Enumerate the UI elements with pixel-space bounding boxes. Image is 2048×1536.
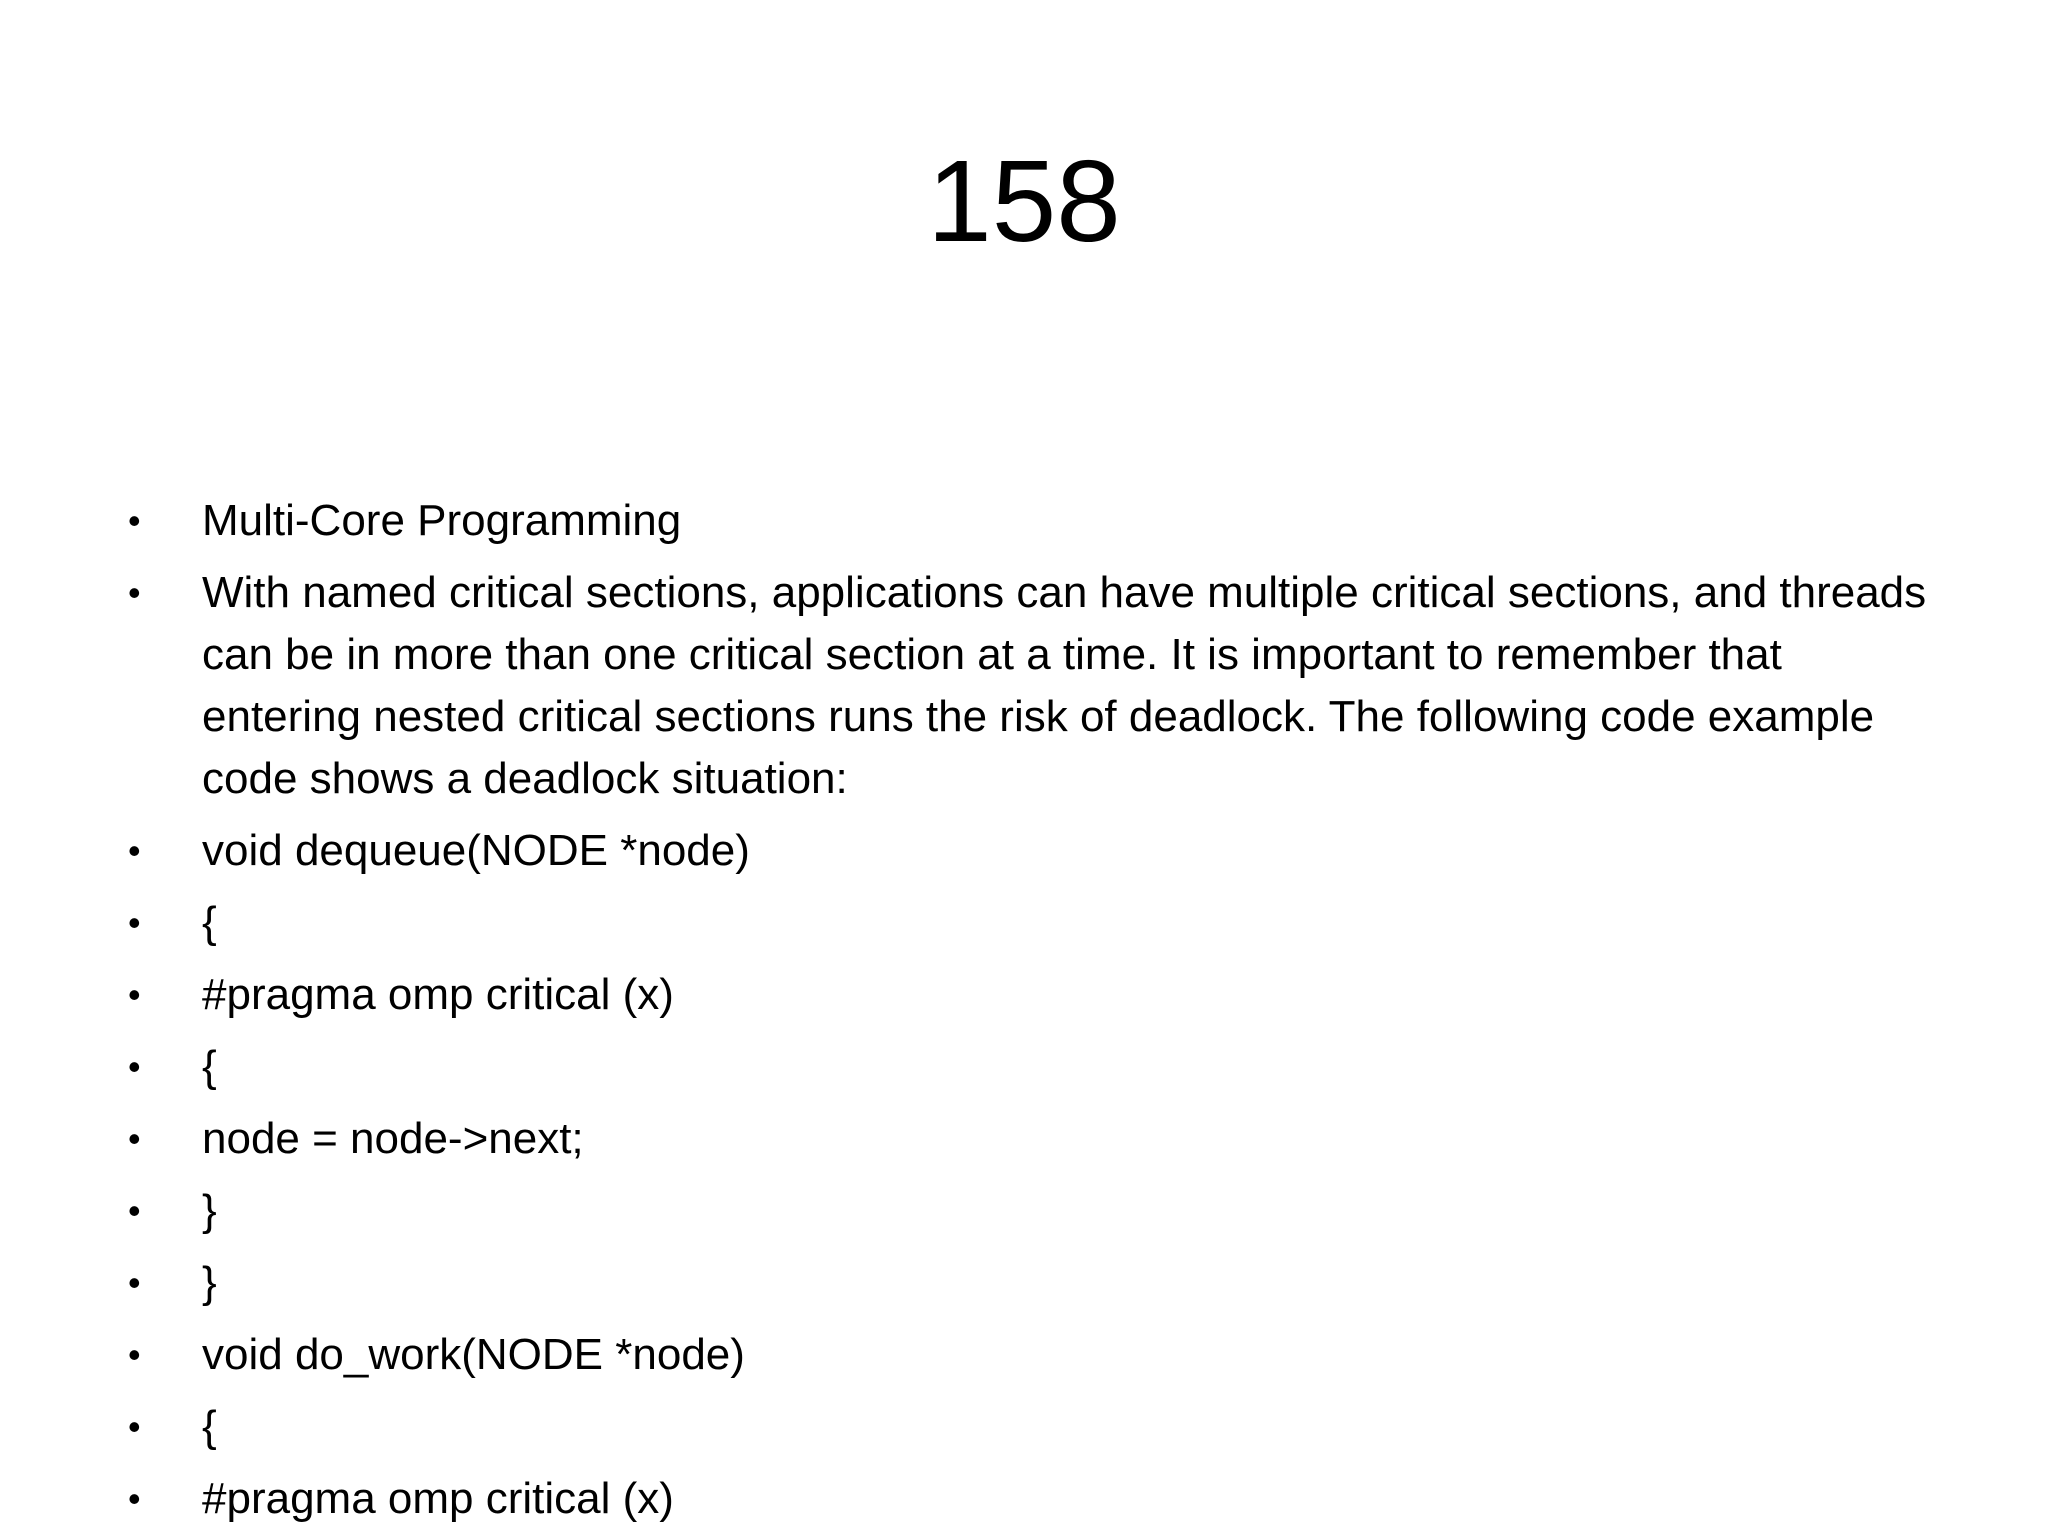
- bullet-icon: •: [128, 500, 141, 541]
- bullet-item: [120, 1324, 1930, 1386]
- bullet-item: [120, 964, 1930, 1026]
- bullet-icon: •: [128, 974, 141, 1015]
- bullet-icon: •: [128, 830, 141, 871]
- bullet-item: [120, 892, 1930, 954]
- bullet-text: void do_work(NODE *node): [202, 1330, 745, 1379]
- bullet-item: [120, 1468, 1930, 1530]
- bullet-item: [120, 1396, 1930, 1458]
- bullet-icon: •: [128, 1262, 141, 1303]
- bullet-item: [120, 820, 1930, 882]
- bullet-text: }: [202, 1186, 217, 1235]
- bullet-icon: •: [128, 1334, 141, 1375]
- bullet-text: {: [202, 1402, 217, 1451]
- bullet-icon: •: [128, 902, 141, 943]
- bullet-text: }: [202, 1258, 217, 1307]
- bullet-icon: •: [128, 572, 141, 613]
- bullet-icon: •: [128, 1118, 141, 1159]
- bullet-text: #pragma omp critical (x): [202, 970, 674, 1019]
- bullet-text: With named critical sections, applications can have multiple critical sections, and threads can be in more than one critical section at a time. It is important to remember that entering nested critical sections runs the risk of deadlock. The following code example code shows a deadlock situation:: [202, 568, 1927, 803]
- bullet-item: [120, 562, 1930, 810]
- bullet-icon: •: [128, 1406, 141, 1447]
- bullet-item: [120, 1108, 1930, 1170]
- bullet-icon: •: [128, 1478, 141, 1519]
- bullet-item: [120, 1180, 1930, 1242]
- bullet-text: void dequeue(NODE *node): [202, 826, 750, 875]
- bullet-item: [120, 1252, 1930, 1314]
- bullet-text: Multi-Core Programming: [202, 496, 682, 545]
- bullet-text: #pragma omp critical (x): [202, 1474, 674, 1523]
- bullet-item: [120, 490, 1930, 552]
- bullet-icon: •: [128, 1190, 141, 1231]
- bullet-text: {: [202, 898, 217, 947]
- bullet-icon: •: [128, 1046, 141, 1087]
- bullet-item: [120, 1036, 1930, 1098]
- bullet-text: node = node->next;: [202, 1114, 584, 1163]
- slide-title: 158: [927, 136, 1121, 266]
- bullet-list: [120, 490, 1930, 1536]
- bullet-text: {: [202, 1042, 217, 1091]
